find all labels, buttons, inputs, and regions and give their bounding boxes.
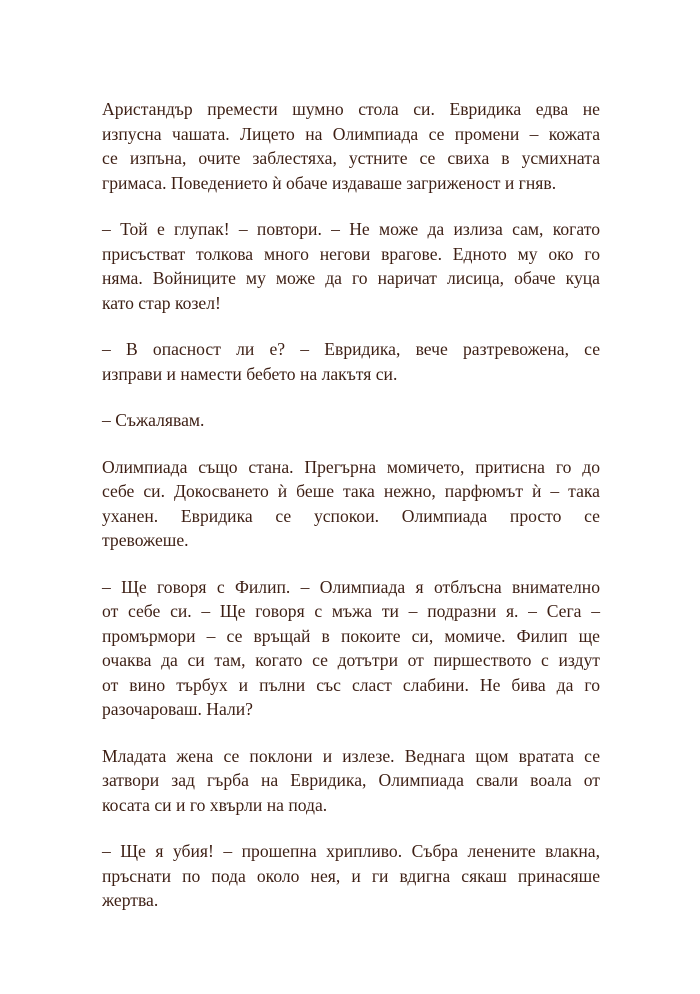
text-line: пръснати по пода около нея, и ги вдигна сякаш принасяше: [102, 865, 600, 886]
paragraph-8: [102, 839, 600, 913]
paragraph-6: [102, 575, 600, 722]
text-line: жертва.: [102, 890, 159, 910]
text-line: присъстват толкова много негови врагове. Едното му око го: [102, 243, 600, 264]
text-line: разочароваш. Нали?: [102, 699, 253, 719]
paragraph-3: [102, 337, 600, 386]
text-line: промърмори – се връщай в покоите си, момиче. Филип ще: [102, 625, 600, 646]
paragraph-1: [102, 97, 600, 195]
page-text: [102, 97, 600, 935]
text-line: Младата жена се поклони и излезе. Веднага щом вратата се: [102, 745, 600, 766]
text-line: изпусна чашата. Лицето на Олимпиада се промени – кожата: [102, 123, 600, 144]
text-line: от себе си. – Ще говоря с мъжа ти – подразни я. – Сега –: [102, 601, 600, 621]
text-line: Олимпиада също стана. Прегърна момичето, притисна го до: [102, 456, 600, 477]
text-line: тревожеше.: [102, 530, 189, 550]
text-line: Аристандър премести шумно стола си. Евридика едва не: [102, 99, 600, 119]
paragraph-4: [102, 408, 600, 433]
text-line: гримаса. Поведението ѝ обаче издаваше загриженост и гняв.: [102, 172, 557, 193]
text-line: се изпъна, очите заблестяха, устните се свиха в усмихната: [102, 148, 600, 168]
text-line: като стар козел!: [102, 292, 221, 313]
text-line: косата си и го хвърли на пода.: [102, 794, 328, 815]
text-line: затвори зад гърба на Евридика, Олимпиада свали воала от: [102, 770, 600, 790]
text-line: – Ще я убия! – прошепна хрипливо. Събра ленените влакна,: [102, 841, 600, 861]
text-line: – В опасност ли е? – Евридика, вече разтревожена, се: [102, 339, 600, 359]
paragraph-2: [102, 217, 600, 315]
text-line: себе си. Докосването ѝ беше така нежно, парфюмът ѝ – така: [102, 481, 600, 501]
paragraph-5: [102, 455, 600, 553]
text-line: уханен. Евридика се успокои. Олимпиада просто се: [102, 505, 600, 526]
text-line: няма. Войниците му може да го наричат лисица, обаче куца: [102, 268, 600, 288]
text-line: изправи и намести бебето на лакътя си.: [102, 363, 398, 384]
text-line: – Ще говоря с Филип. – Олимпиада я отблъсна внимателно: [102, 576, 600, 597]
text-line: – Той е глупак! – повтори. – Не може да излиза сам, когато: [102, 219, 600, 239]
text-line: очаква да си там, когато се дотътри от пиршеството с издут: [102, 650, 600, 670]
text-line: от вино търбух и пълни със сласт слабини. Не бива да го: [102, 674, 600, 695]
text-line: – Съжалявам.: [102, 410, 205, 430]
paragraph-7: [102, 744, 600, 818]
